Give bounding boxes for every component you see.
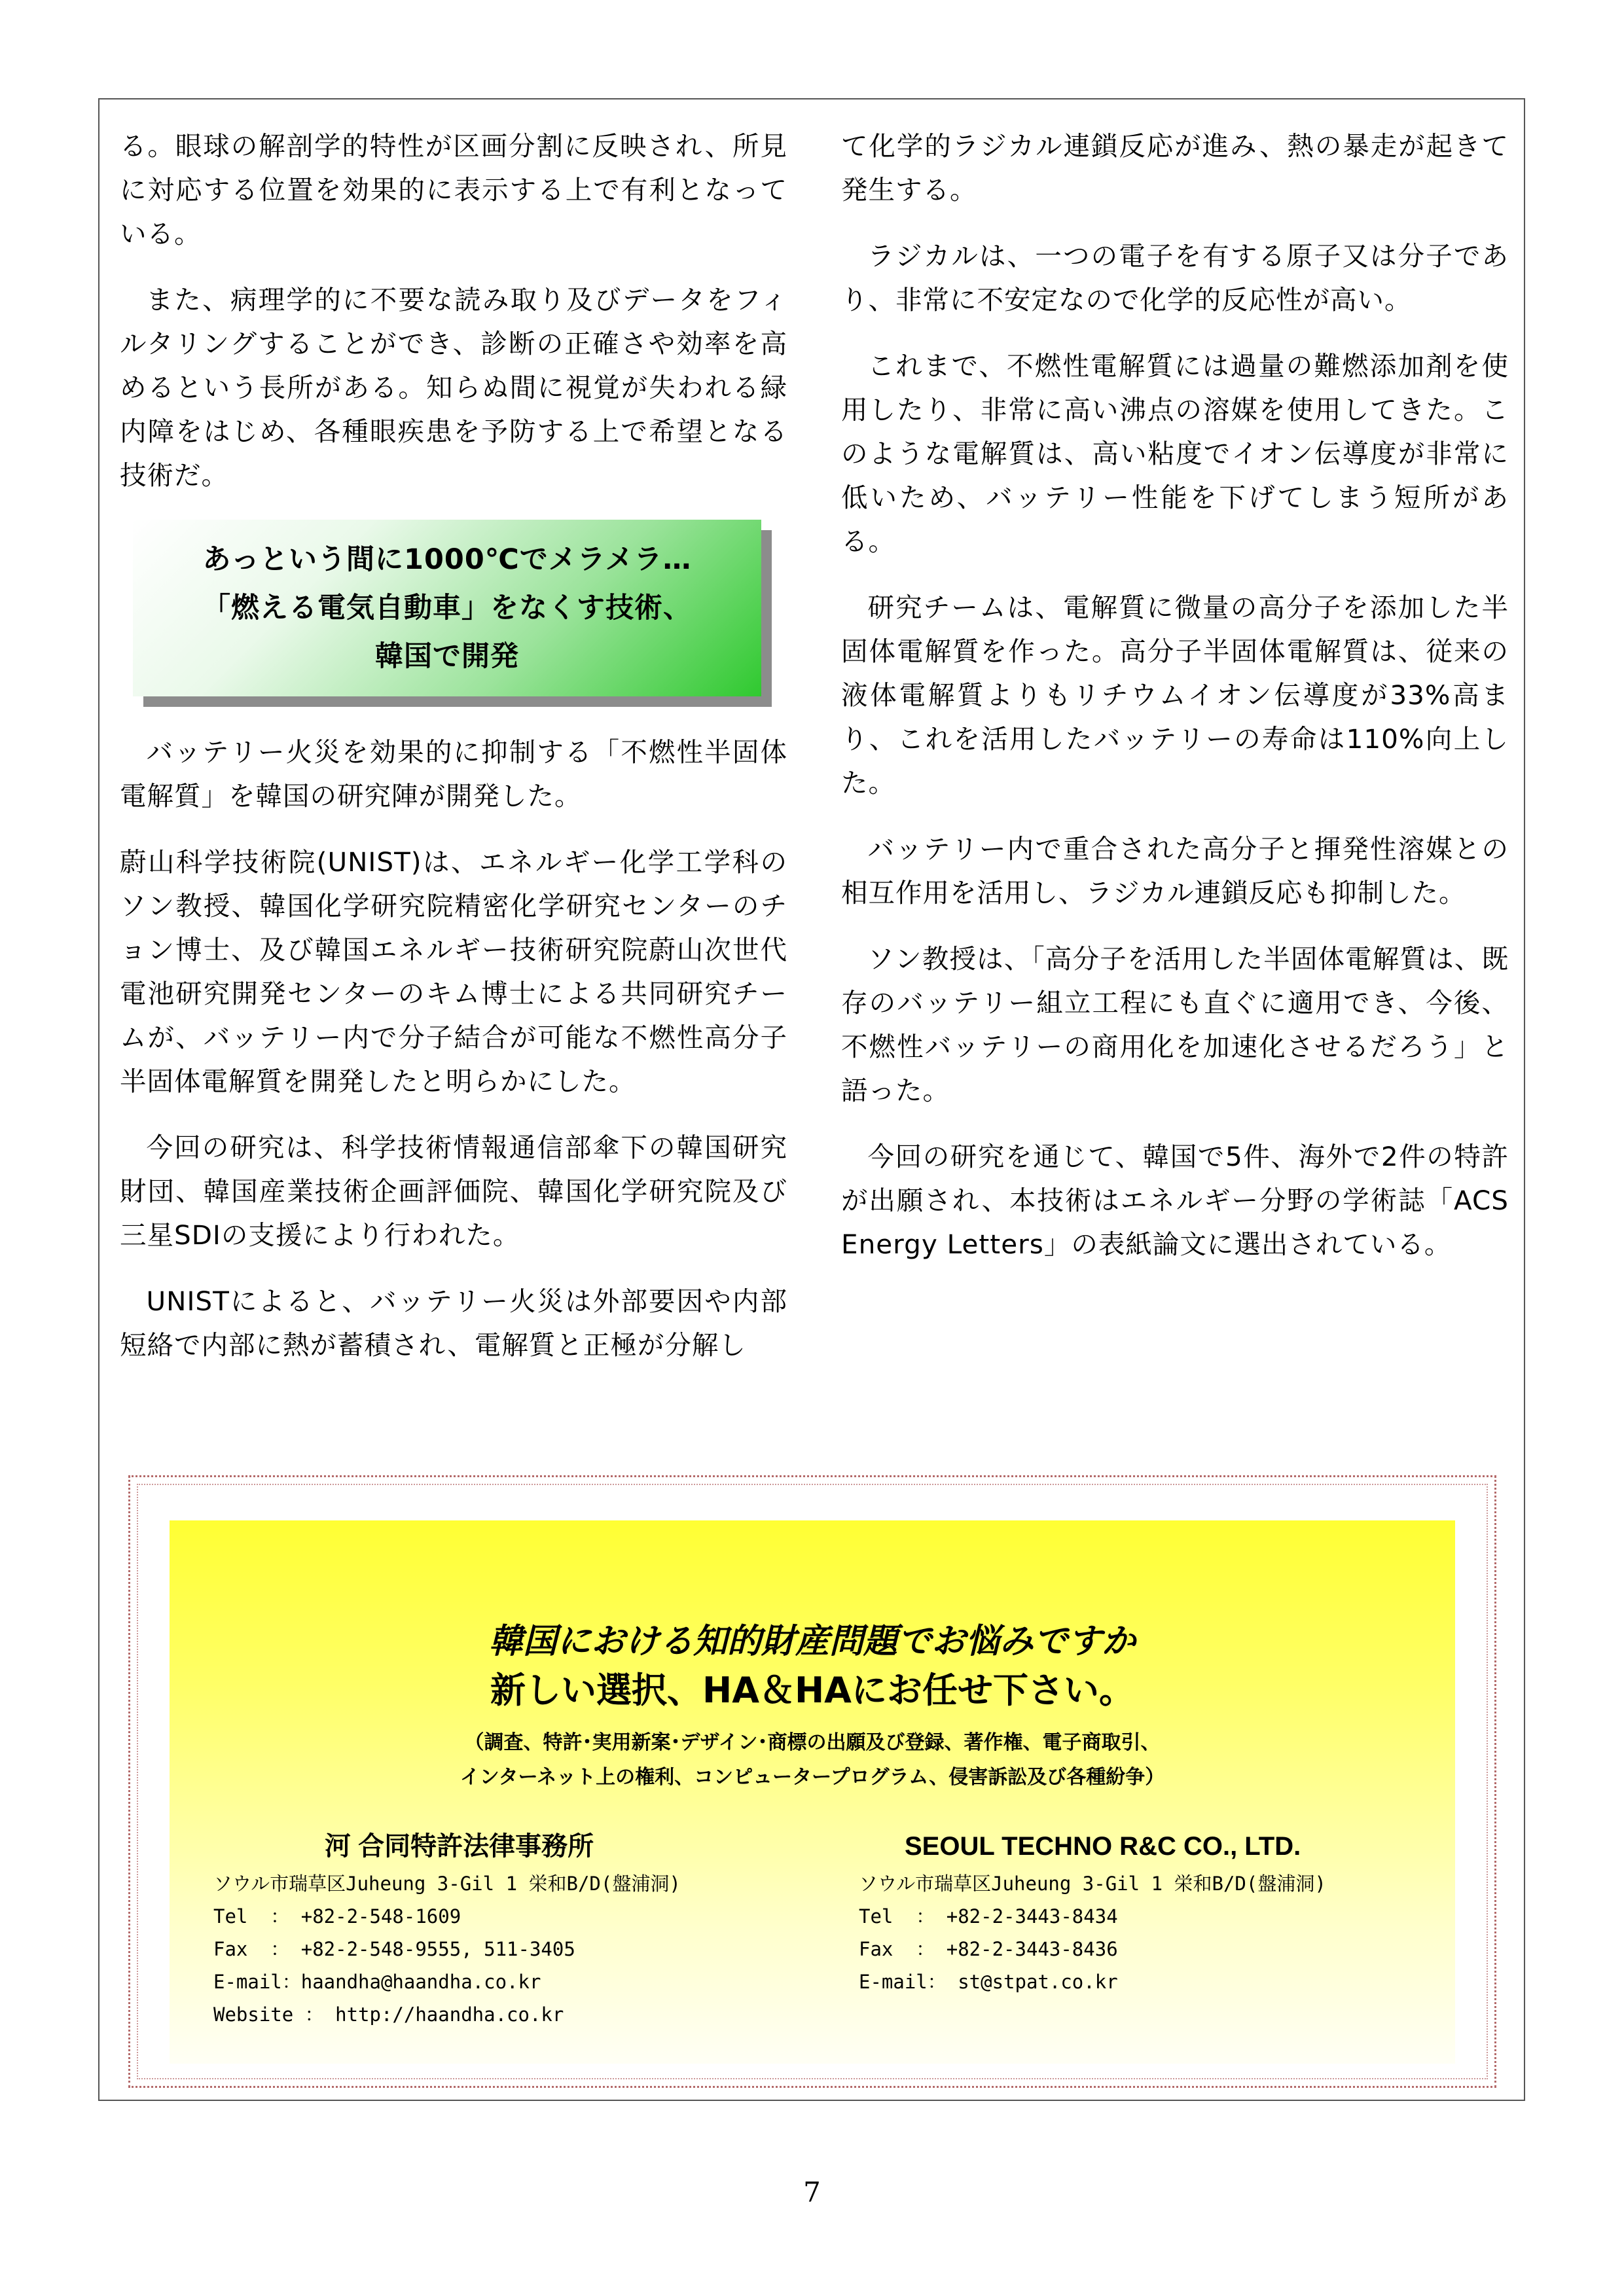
office-tel: Tel ： +82-2-3443-8434 <box>859 1905 1118 1928</box>
office-website: Website ： http://haandha.co.kr <box>213 2003 564 2026</box>
headline <box>133 520 761 696</box>
ad-subtitle: 新しい選択、HA＆HAにお任せ下さい。 <box>490 1670 1134 1711</box>
office-address: ソウル市瑞草区Juheung 3-Gil 1 栄和B/D(盤浦洞) <box>859 1873 1326 1895</box>
left-column <box>120 124 787 1390</box>
paragraph: る。眼球の解剖学的特性が区画分割に反映され、所見に対応する位置を効果的に表示する上で有利となっている。 <box>120 130 787 249</box>
paragraph: 研究チームは、電解質に微量の高分子を添加した半固体電解質を作った。高分子半固体電解質は、従来の液体電解質よりもリチウムイオン伝導度が33%高まり、これを活用したバッテリーの寿命は110%向上した。 <box>841 592 1509 798</box>
headline-line-2: 「燃える電気自動車」をなくす技術、 <box>202 592 692 624</box>
office-fax: Fax ： +82-2-3443-8436 <box>859 1938 1118 1960</box>
headline-line-3: 韓国で開発 <box>375 640 519 673</box>
paragraph: ソン教授は、「高分子を活用した半固体電解質は、既存のバッテリー組立工程にも直ぐに適用でき、今後、不燃性バッテリーの商用化を加速化させるだろう」と語った。 <box>841 943 1509 1106</box>
headline-line-1: あっという間に1000℃でメラメラ… <box>202 543 692 576</box>
paragraph: バッテリー内で重合された高分子と揮発性溶媒との相互作用を活用し、ラジカル連鎖反応も抑制した。 <box>841 833 1509 908</box>
paragraph: て化学的ラジカル連鎖反応が進み、熱の暴走が起きて発生する。 <box>841 130 1509 206</box>
paragraph: これまで、不燃性電解質には過量の難燃添加剤を使用したり、非常に高い沸点の溶媒を使用してきた。このような電解質は、高い粘度でイオン伝導度が非常に低いため、バッテリー性能を下げてしまう短所がある。 <box>841 350 1509 557</box>
office-fax: Fax ： +82-2-548-9555, 511-3405 <box>213 1938 575 1960</box>
ad-services-line-2: インターネット上の権利、コンピュータープログラム、侵害訴訟及び各種紛争） <box>460 1766 1165 1789</box>
headline-box <box>133 520 761 696</box>
office-email: E-mail：haandha@haandha.co.kr <box>213 1971 541 1993</box>
ad-title: 韓国における知的財産問題でお悩みですか <box>488 1622 1136 1661</box>
office-name: SEOUL TECHNO R&C CO., LTD. <box>905 1832 1301 1861</box>
right-column <box>841 124 1509 1289</box>
paragraph: 蔚山科学技術院(UNIST)は、エネルギー化学工学科のソン教授、韓国化学研究院精密化学研究センターのチョン博士、及び韓国エネルギー技術研究院蔚山次世代電池研究開発センターのキム博士による共同研究チームが、バッテリー内で分子結合が可能な不燃性高分子半固体電解質を開発したと明らかにした。 <box>120 846 787 1097</box>
ad-services-line-1: （調査、特許･実用新案･デザイン･商標の出願及び登録、著作権、電子商取引、 <box>464 1731 1161 1754</box>
advertisement-box <box>128 1475 1496 2088</box>
office-address: ソウル市瑞草区Juheung 3-Gil 1 栄和B/D(盤浦洞) <box>213 1873 681 1895</box>
page-number: 7 <box>803 2176 821 2208</box>
paragraph: バッテリー火災を効果的に抑制する「不燃性半固体電解質」を韓国の研究陣が開発した。 <box>120 736 787 812</box>
paragraph: また、病理学的に不要な読み取り及びデータをフィルタリングすることができ、診断の正確さや効率を高めるという長所がある。知らぬ間に視覚が失われる緑内障をはじめ、各種眼疾患を予防する上で希望となる技術だ。 <box>120 284 787 491</box>
office-seoul-techno <box>859 1828 1448 1998</box>
paragraph: 今回の研究を通じて、韓国で5件、海外で2件の特許が出願され、本技術はエネルギー分野の学術誌「ACS Energy Letters」の表紙論文に選出されている。 <box>841 1141 1509 1260</box>
office-name: 河 合同特許法律事務所 <box>325 1832 594 1861</box>
paragraph: 今回の研究は、科学技術情報通信部傘下の韓国研究財団、韓国産業技術企画評価院、韓国化学研究院及び三星SDIの支援により行われた。 <box>120 1132 787 1251</box>
paragraph: UNISTによると、バッテリー火災は外部要因や内部短絡で内部に熱が蓄積され、電解質と正極が分解し <box>120 1285 787 1361</box>
office-tel: Tel ： +82-2-548-1609 <box>213 1905 461 1928</box>
office-email: E-mail： st@stpat.co.kr <box>859 1971 1118 1993</box>
office-haandha <box>213 1828 803 2031</box>
advertisement-panel <box>170 1520 1455 2064</box>
paragraph: ラジカルは、一つの電子を有する原子又は分子であり、非常に不安定なので化学的反応性が高い。 <box>841 240 1509 315</box>
